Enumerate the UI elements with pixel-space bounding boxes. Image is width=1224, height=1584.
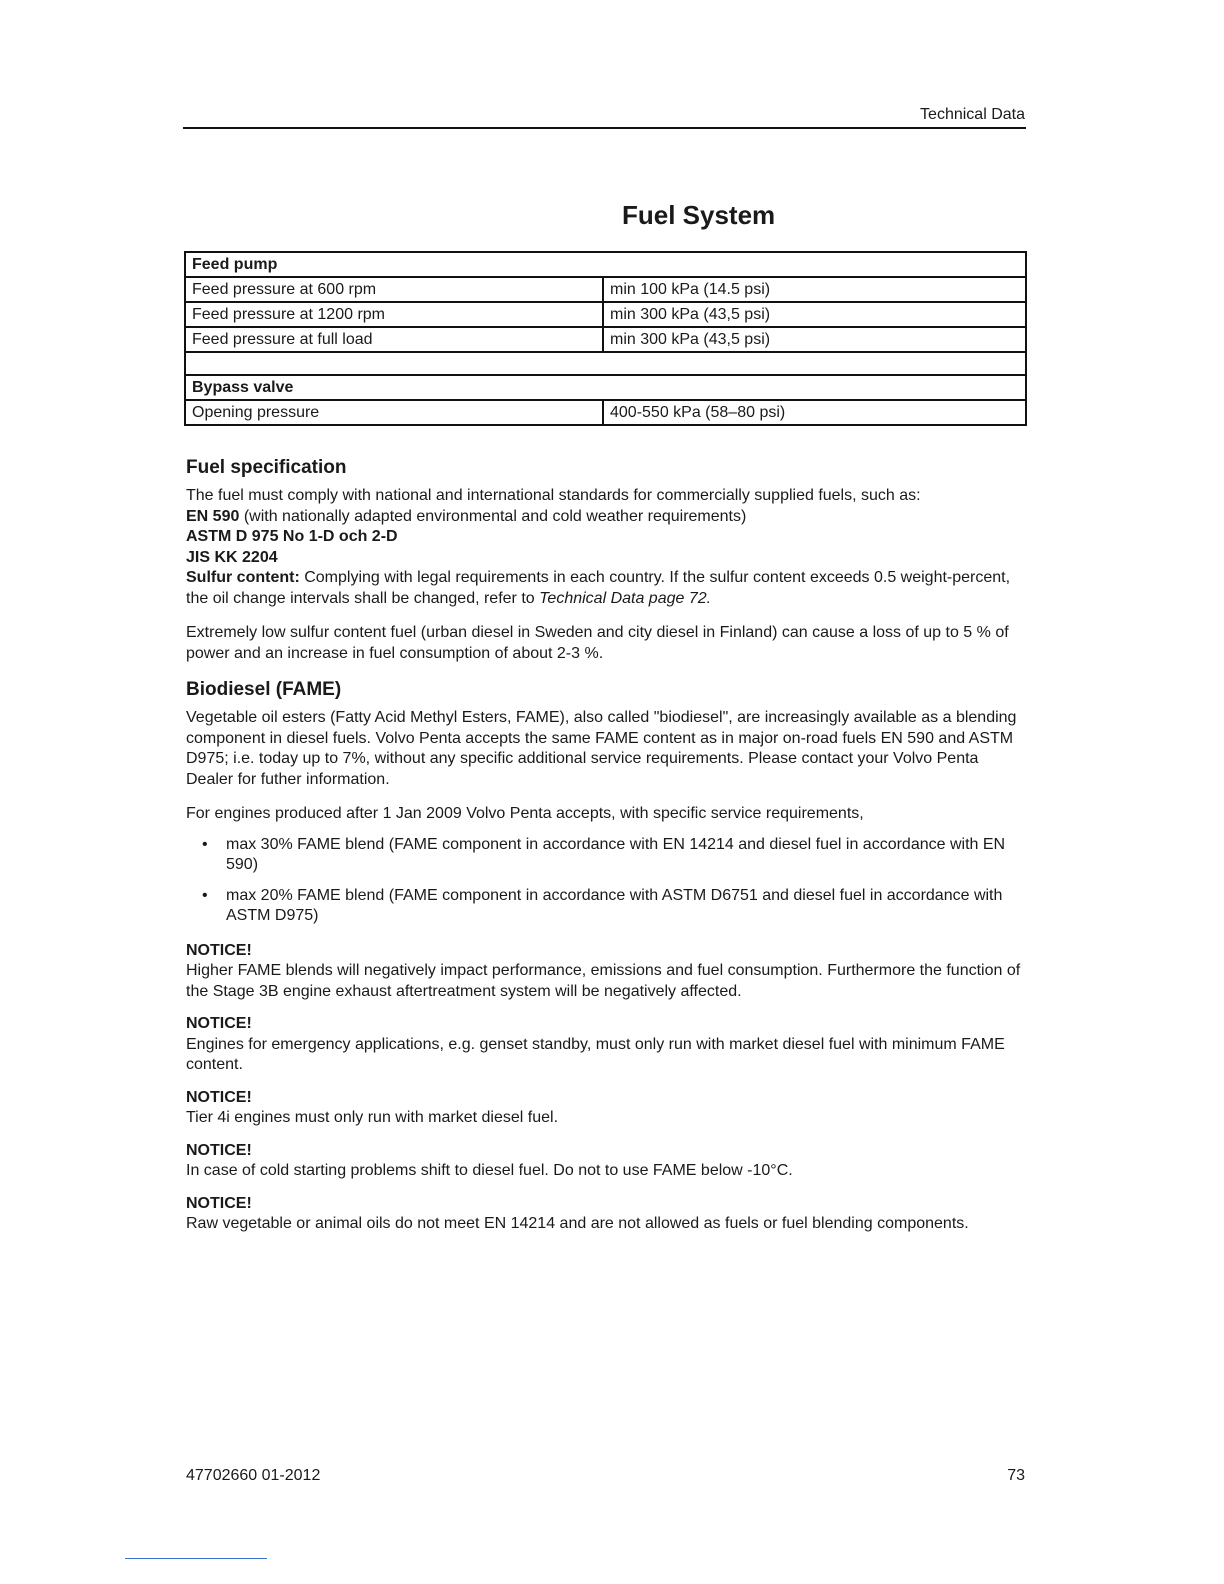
notice-text: Engines for emergency applications, e.g. genset standby, must only run with market diesel fuel with minimum FAME content.: [186, 1035, 1005, 1073]
bullet-icon: •: [202, 835, 208, 853]
table-row: [185, 277, 1026, 302]
scan-artifact-line: [125, 1558, 267, 1559]
sulfur-line: [186, 568, 1024, 609]
table-section-heading-row: [185, 252, 1026, 277]
bullet-icon: •: [202, 886, 208, 904]
list-item-text: max 30% FAME blend (FAME component in accordance with EN 14214 and diesel fuel in accordance with EN 590): [226, 835, 1006, 873]
fuel-spec-intro: The fuel must comply with national and international standards for commercially supplied fuels, such as:: [186, 487, 921, 504]
notice-title: NOTICE!: [186, 1141, 252, 1159]
biodiesel-paragraph-2: For engines produced after 1 Jan 2009 Volvo Penta accepts, with specific service requirements,: [186, 805, 864, 822]
feed-pump-heading: Feed pump: [185, 252, 1026, 277]
astm-standard: ASTM D 975 No 1-D och 2-D: [186, 528, 398, 545]
biodiesel-heading: Biodiesel (FAME): [186, 679, 342, 700]
table-cell-label: Opening pressure: [185, 400, 603, 425]
list-item: [186, 886, 1024, 927]
notice-block: [186, 1141, 1024, 1182]
document-number: 47702660 01-2012: [186, 1467, 321, 1484]
en590-line: [186, 507, 1024, 528]
table-cell-value: min 100 kPa (14.5 psi): [603, 277, 1026, 302]
table-cell-label: Feed pressure at 1200 rpm: [185, 302, 603, 327]
notice-title: NOTICE!: [186, 1194, 252, 1212]
en590-label: EN 590: [186, 507, 240, 525]
notice-text: In case of cold starting problems shift to diesel fuel. Do not to use FAME below -10°C.: [186, 1162, 793, 1179]
en590-text: (with nationally adapted environmental and cold weather requirements): [239, 507, 747, 525]
table-cell-value: min 300 kPa (43,5 psi): [603, 302, 1026, 327]
table-row: [185, 302, 1026, 327]
table-row: [185, 327, 1026, 352]
page-number: 73: [1007, 1467, 1025, 1484]
fuel-spec-paragraph: [186, 486, 1024, 609]
notice-block: [186, 1194, 1024, 1235]
table-cell-value: min 300 kPa (43,5 psi): [603, 327, 1026, 352]
notice-text: Raw vegetable or animal oils do not meet EN 14214 and are not allowed as fuels or fuel blending components.: [186, 1215, 969, 1232]
notice-text: Higher FAME blends will negatively impact performance, emissions and fuel consumption. Furthermore the function of the Stage 3B engine exhaust aftertreatment system will be negatively affected.: [186, 962, 1021, 1000]
table-cell-label: Feed pressure at 600 rpm: [185, 277, 603, 302]
notice-block: [186, 941, 1024, 1003]
bypass-valve-heading: Bypass valve: [185, 375, 1026, 400]
list-item-text: max 20% FAME blend (FAME component in accordance with ASTM D6751 and diesel fuel in accordance with ASTM D975): [226, 886, 1003, 924]
low-sulfur-paragraph: Extremely low sulfur content fuel (urban diesel in Sweden and city diesel in Finland) can cause a loss of up to 5 % of power and an increase in fuel consumption of about 2-3 %.: [186, 624, 1009, 662]
notice-title: NOTICE!: [186, 1088, 252, 1106]
table-row: [185, 400, 1026, 425]
page-title: Fuel System: [622, 200, 776, 230]
notice-block: [186, 1014, 1024, 1076]
sulfur-reference: Technical Data page 72.: [539, 589, 712, 607]
table-spacer-row: [185, 352, 1026, 375]
sulfur-text: Complying with legal requirements in each country. If the sulfur content exceeds 0.5 weight-percent, the oil change intervals shall be changed, refer to: [186, 569, 1011, 607]
list-item: [186, 835, 1024, 876]
running-head: Technical Data: [920, 106, 1025, 123]
table-cell-label: Feed pressure at full load: [185, 327, 603, 352]
table-section-heading-row: [185, 375, 1026, 400]
sulfur-label: Sulfur content:: [186, 569, 300, 586]
jis-standard: JIS KK 2204: [186, 548, 278, 566]
table-empty-cell: [185, 352, 1026, 375]
notice-title: NOTICE!: [186, 941, 252, 959]
body-content: [186, 456, 1024, 1247]
fuel-system-spec-table: [184, 251, 1027, 426]
notice-block: [186, 1088, 1024, 1129]
biodiesel-paragraph-1: Vegetable oil esters (Fatty Acid Methyl Esters, FAME), also called "biodiesel", are increasingly available as a blending component in diesel fuels. Volvo Penta accepts the same FAME content as in major on-road fuels EN 590 and ASTM D975; i.e. today up to 7%, without any specific additional service requirements. Please contact your Volvo Penta Dealer for futher information.: [186, 709, 1017, 788]
notice-title: NOTICE!: [186, 1015, 252, 1032]
fame-blend-list: [186, 835, 1024, 927]
fuel-spec-heading: Fuel specification: [186, 457, 347, 478]
header-rule: [183, 127, 1026, 129]
table-cell-value: 400-550 kPa (58–80 psi): [603, 400, 1026, 425]
notice-text: Tier 4i engines must only run with market diesel fuel.: [186, 1109, 559, 1126]
